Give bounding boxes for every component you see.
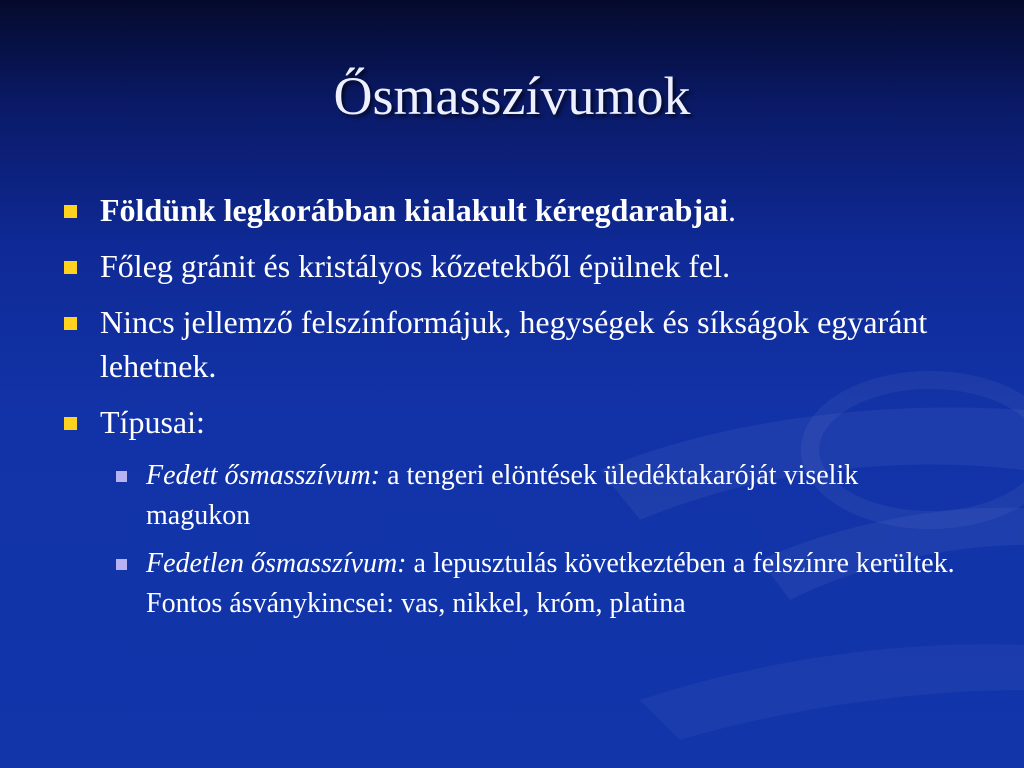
sub-bullet-item-1 — [146, 456, 962, 536]
square-sub-bullet-icon — [116, 559, 127, 570]
bullet-item-3 — [62, 300, 962, 388]
sub-bullet-1-term: Fedett ősmasszívum: — [146, 460, 381, 491]
bullet-2-text: Főleg gránit és kristályos kőzetekből épülnek fel. — [100, 248, 731, 284]
sub-bullet-item-2 — [146, 544, 962, 624]
bullet-4-text: Típusai: — [100, 404, 205, 440]
square-bullet-icon — [64, 317, 77, 330]
sub-bullet-2-text: a lepusztulás következtében a felszínre kerültek. Fontos ásványkincsei: vas, nikkel, króm, platina — [146, 548, 955, 619]
bullet-1-tail-text: . — [728, 192, 736, 228]
bullet-item-2 — [62, 244, 962, 288]
square-bullet-icon — [64, 261, 77, 274]
square-bullet-icon — [64, 417, 77, 430]
bullet-1-bold-text: Földünk legkorábban kialakult kéregdarabjai — [100, 192, 728, 228]
sub-bullet-1-text: a tengeri elöntések üledéktakaróját viselik magukon — [146, 460, 859, 531]
bullet-list — [62, 188, 962, 632]
bullet-item-4 — [62, 400, 962, 444]
sub-bullet-2-term: Fedetlen ősmasszívum: — [146, 548, 407, 579]
sub-bullet-list — [62, 456, 962, 624]
slide-title: Ősmasszívumok — [333, 66, 691, 126]
square-sub-bullet-icon — [116, 471, 127, 482]
square-bullet-icon — [64, 205, 77, 218]
bullet-item-1 — [62, 188, 962, 232]
bullet-3-text: Nincs jellemző felszínformájuk, hegységek és síkságok egyaránt lehetnek. — [100, 304, 928, 384]
